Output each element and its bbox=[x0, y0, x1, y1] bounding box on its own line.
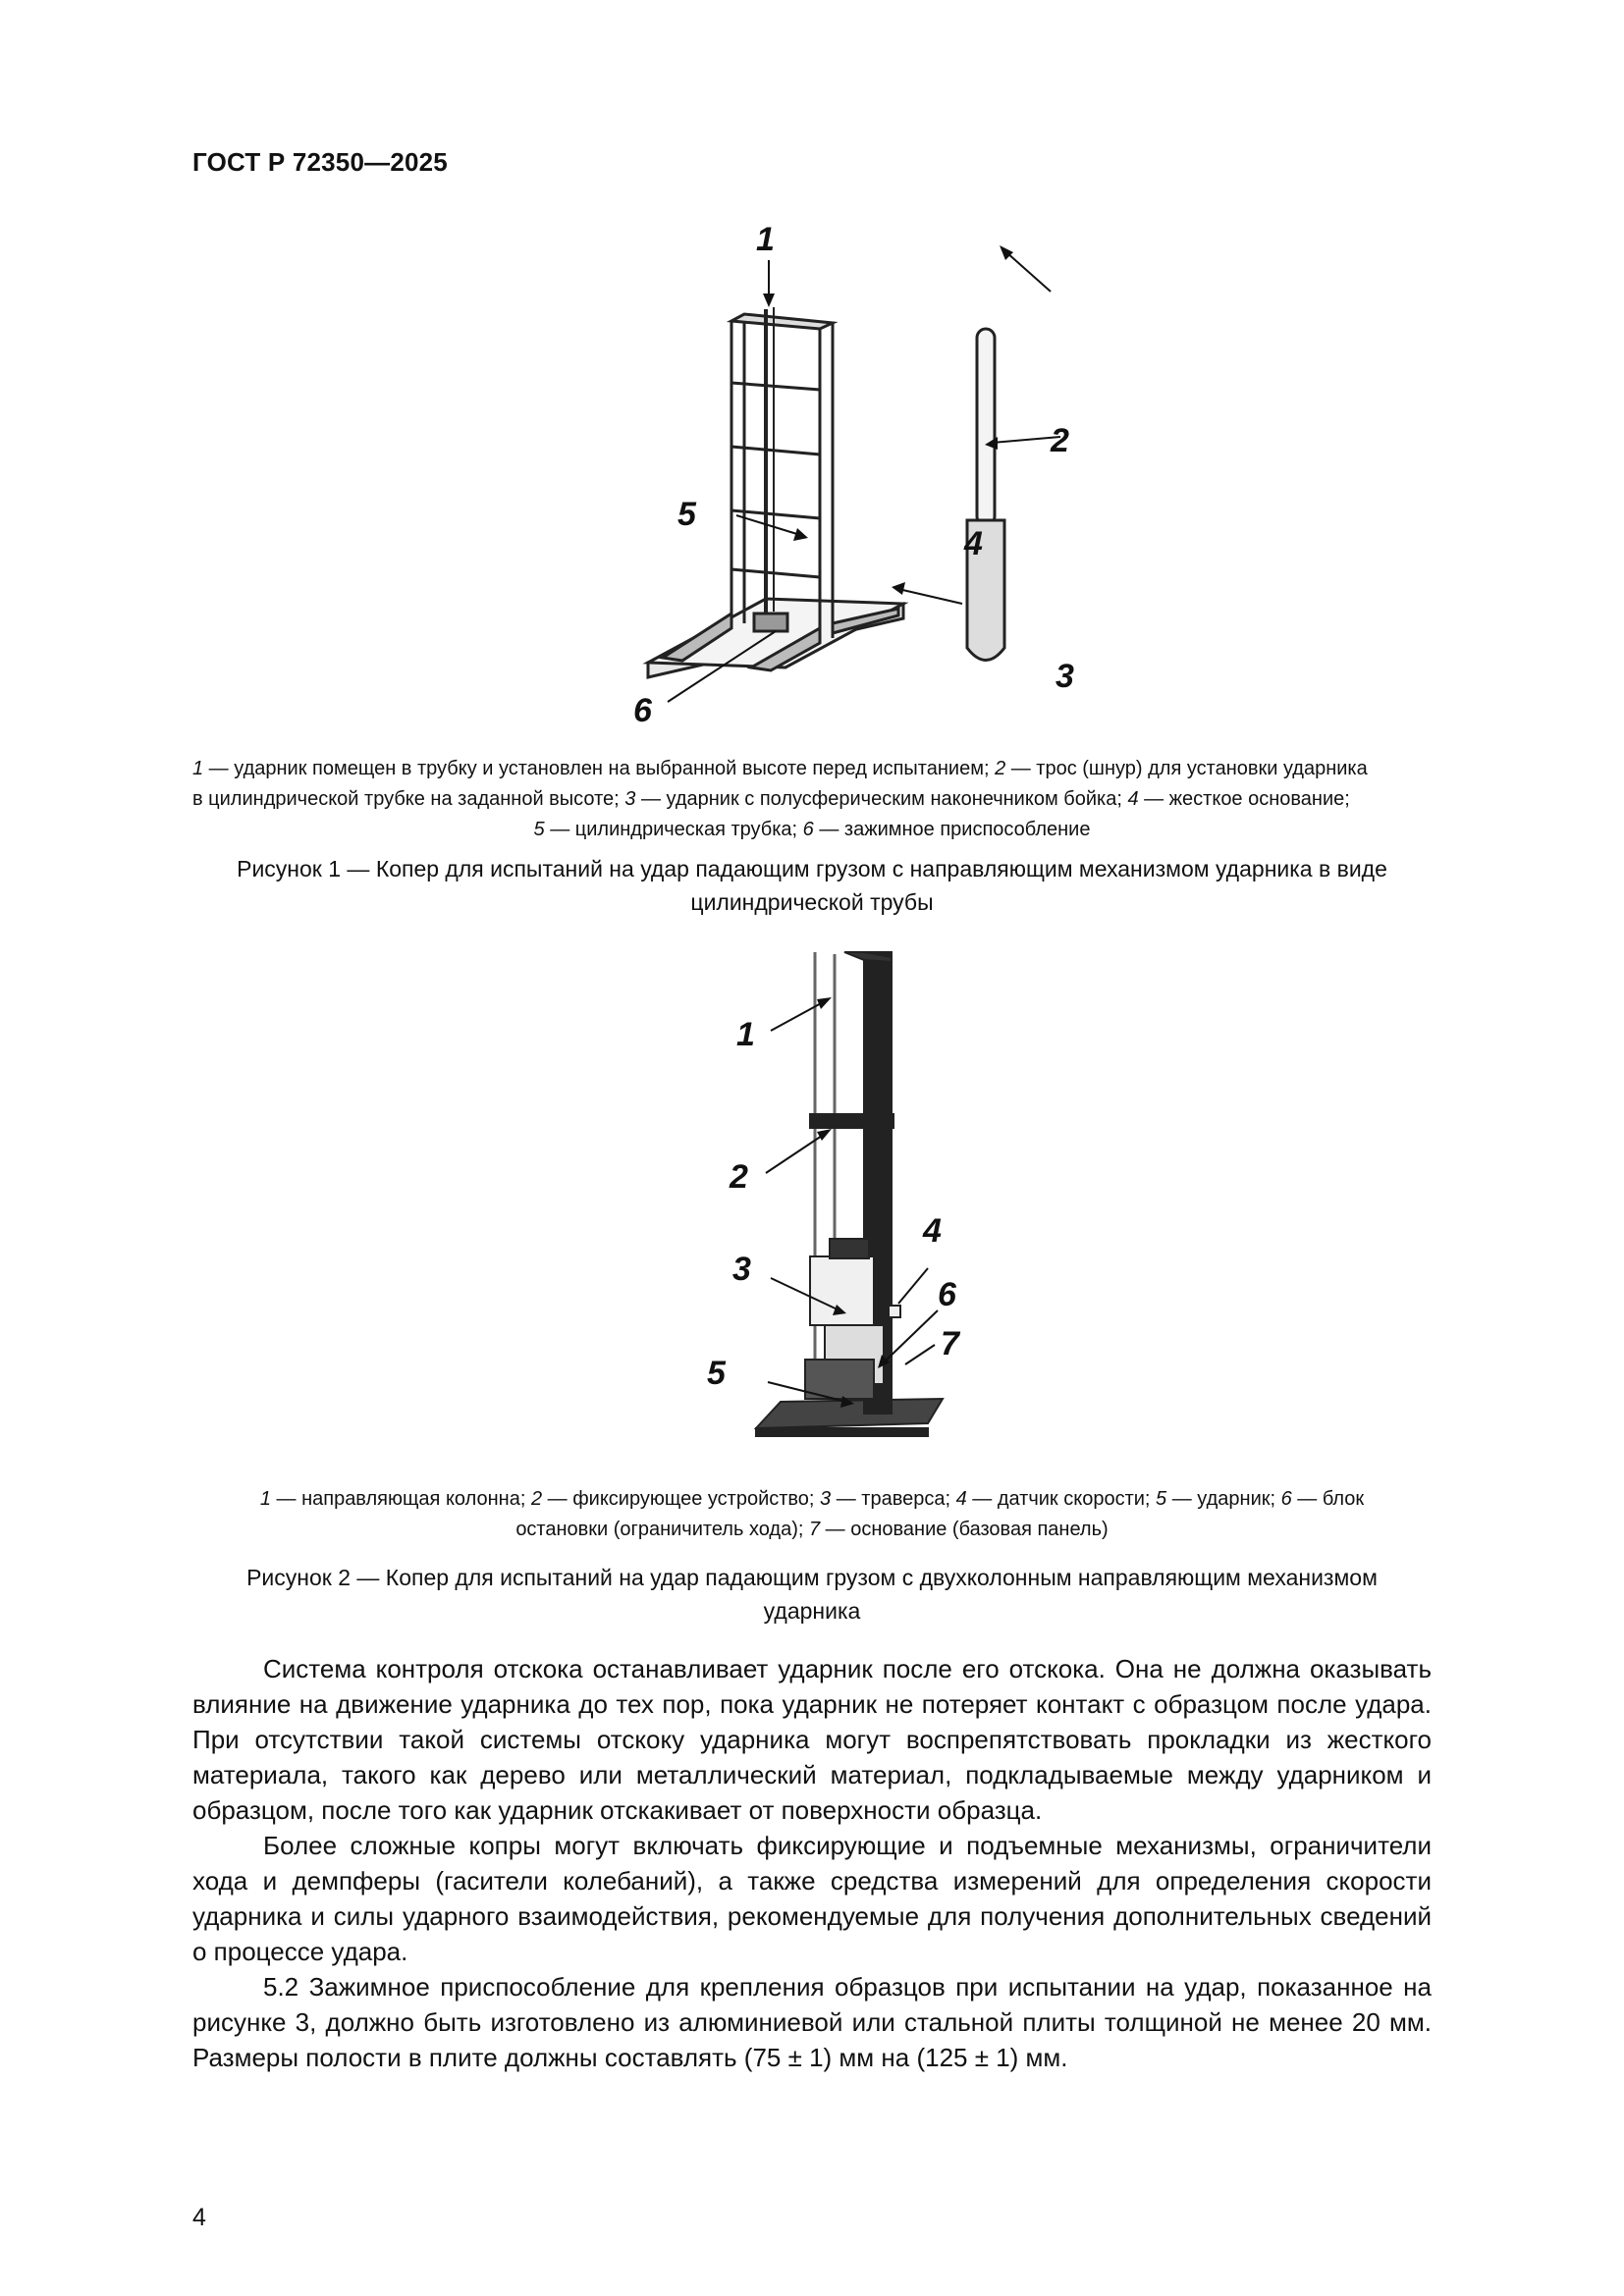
legend-ref-number: 7 bbox=[808, 1519, 821, 1540]
figure-1-caption-line: Рисунок 1 — Копер для испытаний на удар падающим грузом с направляющим механизмом ударника в виде bbox=[237, 856, 1387, 881]
legend-text: — трос (шнур) для установки ударника bbox=[1005, 758, 1368, 779]
legend-text: — направляющая колонна; bbox=[270, 1488, 531, 1510]
legend-ref-number: 5 bbox=[533, 819, 545, 840]
figure-2-legend bbox=[192, 1484, 1432, 1545]
legend-text: — ударник с полусферическим наконечником бойка; bbox=[635, 788, 1128, 810]
impactor-rod bbox=[967, 329, 1004, 661]
figure-1-legend-line bbox=[192, 754, 1432, 784]
fig1-label-4: 4 bbox=[964, 525, 983, 562]
legend-text: — зажимное приспособление bbox=[813, 819, 1091, 840]
body-paragraph-3: 5.2 Зажимное приспособление для крепления образцов при испытании на удар, показанное на рисунке 3, должно быть изготовлено из алюминиевой или стальной плиты толщиной не менее 20 мм. Размеры полости в плите должны составлять (75 ± 1) мм на (125 ± 1) мм. bbox=[192, 1972, 1432, 2072]
figure-2-caption bbox=[192, 1561, 1432, 1628]
body-paragraph-1: Система контроля отскока останавливает ударник после его отскока. Она не должна оказывать влияние на движение ударника до тех пор, пока ударник не потеряет контакт с образцом после удара. При отсутствии такой системы отскоку ударника могут воспрепятствовать прокладки из жесткого материала, такого как дерево или металлический материал, подкладываемые между ударником и образцом, после того как ударник отскакивает от поверхности образца. bbox=[192, 1654, 1432, 1825]
legend-text: — траверса; bbox=[831, 1488, 956, 1510]
legend-text: — фиксирующее устройство; bbox=[542, 1488, 821, 1510]
legend-ref-number: 1 bbox=[259, 1488, 271, 1510]
fig2-label-3: 3 bbox=[732, 1251, 751, 1288]
figure-1-legend-line bbox=[192, 815, 1432, 845]
legend-ref-number: 4 bbox=[955, 1488, 967, 1510]
fig1-label-2: 2 bbox=[1051, 422, 1069, 459]
legend-text: в цилиндрической трубке на заданной высоте; bbox=[192, 788, 625, 810]
drop-tower-frame bbox=[648, 307, 903, 677]
fig1-label-3: 3 bbox=[1056, 658, 1074, 695]
legend-text: — датчик скорости; bbox=[966, 1488, 1157, 1510]
figure-2-caption-line: Рисунок 2 — Копер для испытаний на удар падающим грузом с двухколонным направляющим механизмом bbox=[246, 1565, 1378, 1590]
legend-ref-number: 3 bbox=[820, 1488, 832, 1510]
figure-2-legend-line bbox=[192, 1484, 1432, 1515]
fig2-label-6: 6 bbox=[938, 1276, 956, 1313]
legend-ref-number: 1 bbox=[192, 758, 204, 779]
figure-2-legend-line bbox=[192, 1515, 1432, 1545]
legend-text: — цилиндрическая трубка; bbox=[544, 819, 803, 840]
fig2-label-7: 7 bbox=[941, 1325, 959, 1362]
legend-text: остановки (ограничитель хода); bbox=[515, 1519, 809, 1540]
legend-text: — ударник помещен в трубку и установлен на выбранной высоте перед испытанием; bbox=[203, 758, 996, 779]
fig1-label-5: 5 bbox=[677, 496, 696, 533]
figure-1-legend-line bbox=[192, 784, 1432, 815]
legend-text: — основание (базовая панель) bbox=[820, 1519, 1109, 1540]
figure-2-drawing bbox=[687, 933, 1011, 1443]
fig2-label-1: 1 bbox=[736, 1016, 755, 1053]
page-number: 4 bbox=[192, 2204, 206, 2231]
fig2-label-5: 5 bbox=[707, 1355, 726, 1392]
legend-ref-number: 4 bbox=[1127, 788, 1139, 810]
legend-ref-number: 6 bbox=[802, 819, 814, 840]
figure-1-drawing bbox=[609, 221, 1119, 741]
legend-text: — блок bbox=[1291, 1488, 1365, 1510]
legend-ref-number: 2 bbox=[995, 758, 1006, 779]
legend-ref-number: 2 bbox=[530, 1488, 543, 1510]
two-column-drop-tower bbox=[756, 952, 943, 1436]
body-text bbox=[192, 1651, 1432, 2075]
fig2-label-2: 2 bbox=[730, 1158, 748, 1196]
document-header: ГОСТ Р 72350—2025 bbox=[192, 147, 448, 177]
legend-text: — ударник; bbox=[1166, 1488, 1281, 1510]
legend-ref-number: 3 bbox=[624, 788, 636, 810]
fig2-label-4: 4 bbox=[923, 1212, 942, 1250]
figure-1-caption-line: цилиндрической трубы bbox=[690, 889, 934, 915]
fig1-label-6: 6 bbox=[633, 692, 652, 729]
figure-1-legend bbox=[192, 754, 1432, 845]
legend-ref-number: 6 bbox=[1280, 1488, 1292, 1510]
figure-2-caption-line: ударника bbox=[763, 1598, 861, 1624]
figure-1-caption bbox=[192, 852, 1432, 919]
legend-text: — жесткое основание; bbox=[1138, 788, 1350, 810]
body-paragraph-2: Более сложные копры могут включать фиксирующие и подъемные механизмы, ограничители хода и демпферы (гасители колебаний), а также средства измерений для определения скорости ударника и силы ударного взаимодействия, рекомендуемые для получения дополнительных сведений о процессе удара. bbox=[192, 1831, 1432, 1966]
fig1-label-1: 1 bbox=[756, 221, 775, 258]
legend-ref-number: 5 bbox=[1156, 1488, 1167, 1510]
